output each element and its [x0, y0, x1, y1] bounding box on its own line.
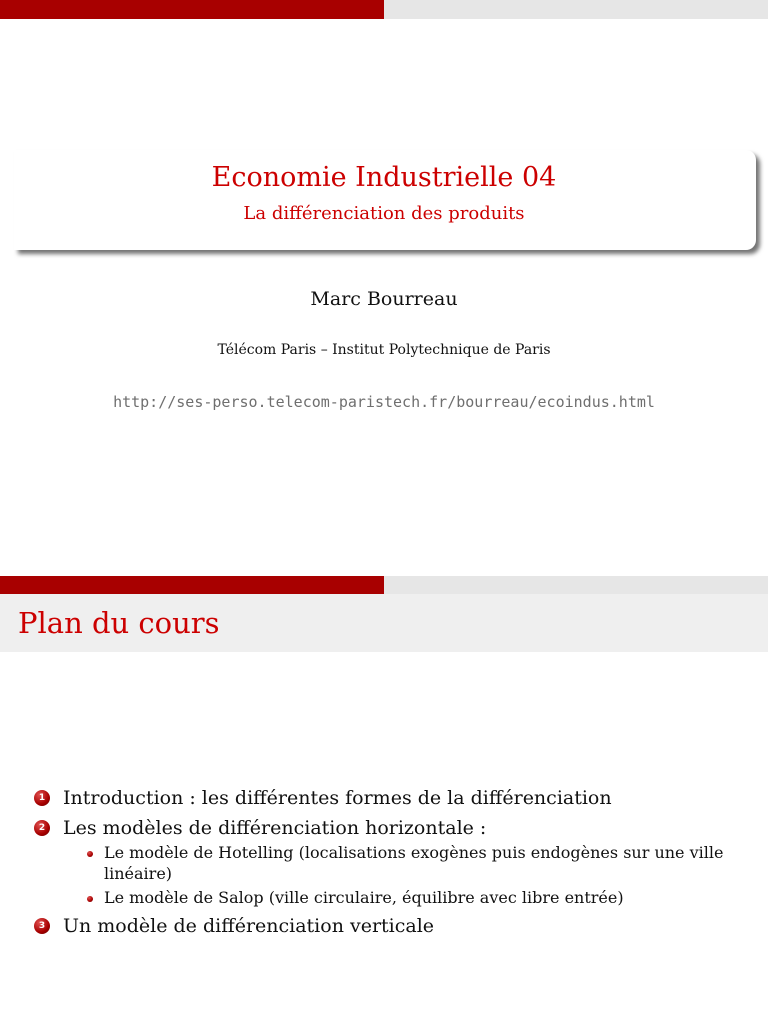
item-number-badge: 3: [34, 918, 50, 934]
bullet-icon: [87, 851, 93, 857]
course-url[interactable]: http://ses-perso.telecom-paristech.fr/bourreau/ecoindus.html: [113, 393, 655, 411]
outline-item: [34, 914, 754, 938]
item-number-badge: 2: [34, 820, 50, 836]
outline-subitem-text: Le modèle de Salop (ville circulaire, équilibre avec libre entrée): [104, 888, 624, 907]
top-bar-grey: [384, 0, 768, 19]
top-bar-red: [0, 0, 384, 19]
item-number-badge: 1: [34, 790, 50, 806]
bullet-icon: [87, 896, 93, 902]
outline-item-text: Les modèles de différenciation horizontale :: [63, 817, 487, 839]
outline-slide: [0, 558, 768, 1024]
presentation-subtitle: La différenciation des produits: [243, 203, 525, 224]
top-bar-red: [0, 576, 384, 595]
outline-subitem: [87, 887, 754, 908]
outline-item-text: Un modèle de différenciation verticale: [63, 915, 435, 937]
outline-item-text: Introduction : les différentes formes de la différenciation: [63, 787, 612, 809]
outline-subitem-text: Le modèle de Hotelling (localisations exogènes puis endogènes sur une ville linéaire): [104, 843, 724, 883]
frame-title: Plan du cours: [18, 606, 220, 640]
top-bar-grey: [384, 576, 768, 595]
outline-subitems: [87, 842, 754, 908]
presentation-title: Economie Industrielle 04: [211, 162, 557, 193]
outline-item: [34, 786, 754, 810]
institute-name: Télécom Paris – Institut Polytechnique de Paris: [217, 342, 551, 358]
outline-subitem: [87, 842, 754, 884]
outline-list: [34, 786, 754, 944]
author-name: Marc Bourreau: [310, 288, 458, 310]
top-bar: [0, 576, 768, 595]
outline-item: [34, 816, 754, 908]
top-bar: [0, 0, 768, 19]
